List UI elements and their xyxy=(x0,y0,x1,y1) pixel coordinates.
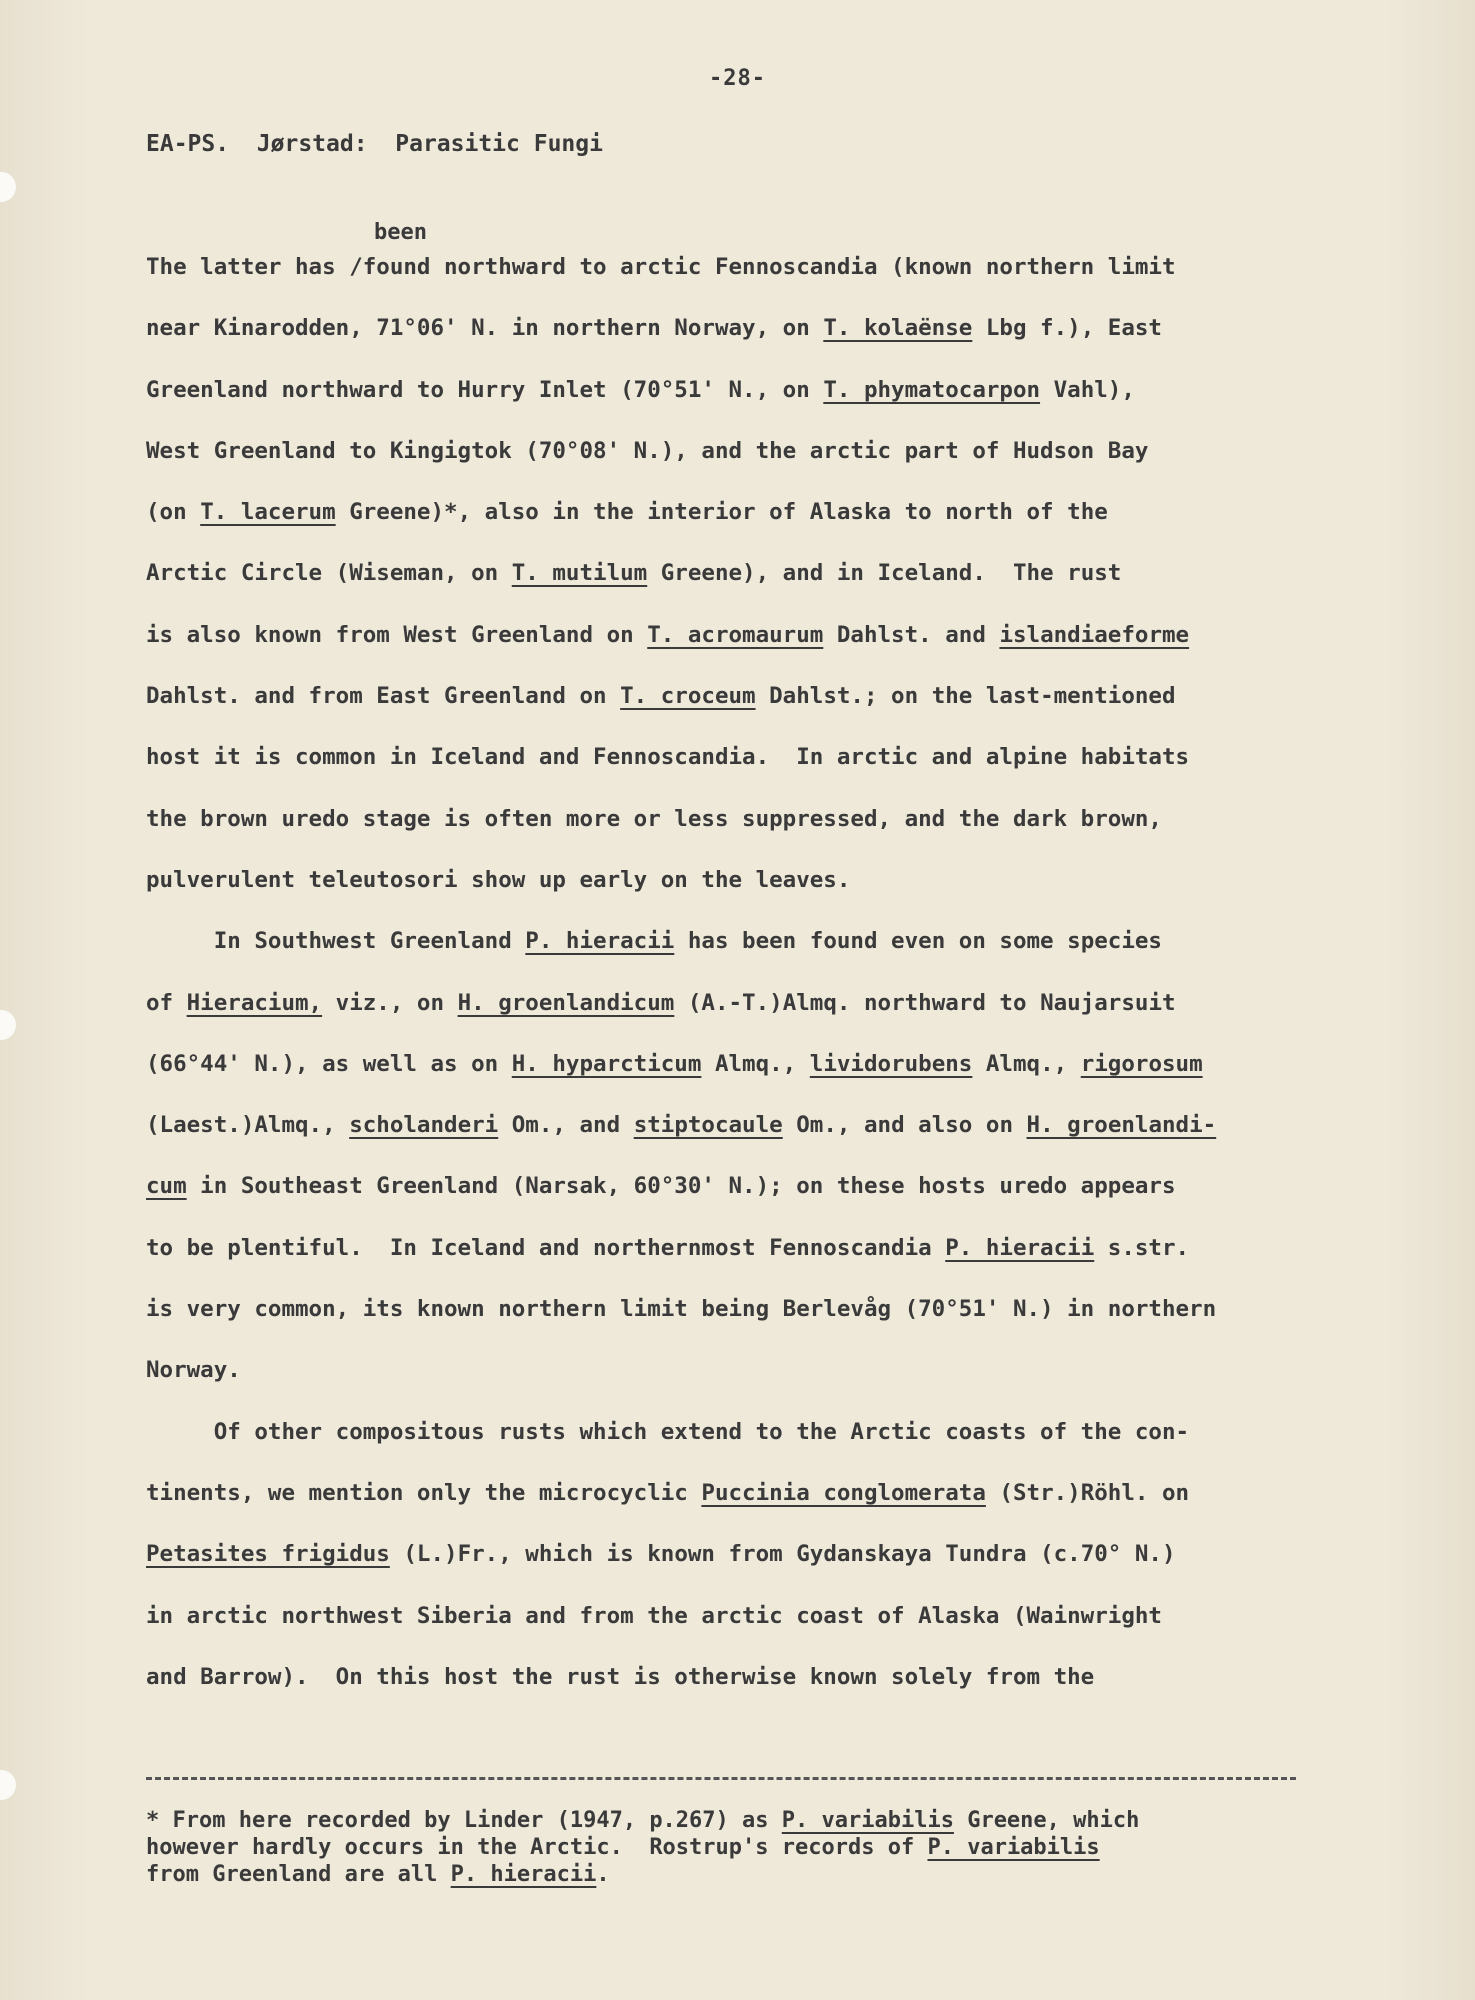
text-run: Greene), and in Iceland. The rust xyxy=(647,560,1122,587)
body-line xyxy=(146,921,1346,982)
underlined-taxon: islandiaeforme xyxy=(999,621,1190,648)
underlined-taxon: stiptocaule xyxy=(633,1112,783,1139)
body-line xyxy=(146,1596,1346,1657)
running-header: EA-PS. Jørstad: Parasitic Fungi xyxy=(146,131,603,157)
text-run: (66°44' N.), as well as on xyxy=(146,1050,512,1077)
underlined-taxon: H. groenlandi- xyxy=(1026,1112,1217,1139)
body-line xyxy=(146,370,1346,431)
text-run: West Greenland to Kingigtok (70°08' N.), and the arctic part of Hudson Bay xyxy=(146,437,1149,464)
body-line xyxy=(146,983,1346,1044)
body-line xyxy=(146,1105,1346,1166)
punch-hole xyxy=(0,1770,16,1800)
text-run: The latter has /found northward to arctic Fennoscandia (known northern limit xyxy=(146,254,1176,280)
body-line xyxy=(146,1289,1346,1350)
underlined-taxon: scholanderi xyxy=(349,1112,499,1139)
body-line xyxy=(146,615,1346,676)
underlined-taxon: P. hieracii xyxy=(945,1234,1095,1261)
text-run: (A.-T.)Almq. northward to Naujarsuit xyxy=(674,989,1176,1016)
underlined-taxon: rigorosum xyxy=(1080,1050,1203,1077)
text-run: Greene)*, also in the interior of Alaska to north of the xyxy=(335,499,1108,526)
text-run: viz., on xyxy=(322,989,458,1016)
body-line xyxy=(146,737,1346,798)
footnote-line xyxy=(146,1834,1346,1861)
text-run: host it is common in Iceland and Fennoscandia. In arctic and alpine habitats xyxy=(146,744,1190,771)
text-run: Norway. xyxy=(146,1357,241,1384)
footnote-line xyxy=(146,1861,1346,1888)
body-line xyxy=(146,1228,1346,1289)
text-run: from Greenland are all xyxy=(146,1862,451,1887)
body-line xyxy=(146,553,1346,614)
body-line xyxy=(146,247,1346,308)
punch-hole xyxy=(0,172,16,202)
body-line xyxy=(146,431,1346,492)
text-run: of xyxy=(146,989,187,1016)
footnote xyxy=(146,1807,1346,1888)
text-run: Almq., xyxy=(972,1050,1081,1077)
text-run: * From here recorded by Linder (1947, p.267) as xyxy=(146,1808,782,1833)
text-run: is also known from West Greenland on xyxy=(146,621,648,648)
body-line xyxy=(146,860,1346,921)
text-run: Arctic Circle (Wiseman, on xyxy=(146,560,512,587)
text-run: in Southeast Greenland (Narsak, 60°30' N.); on these hosts uredo appears xyxy=(186,1173,1176,1200)
body-line xyxy=(146,676,1346,737)
punch-hole xyxy=(0,1010,16,1040)
underlined-taxon: P. variabilis xyxy=(781,1808,954,1833)
text-run: in arctic northwest Siberia and from the arctic coast of Alaska (Wainwright xyxy=(146,1602,1162,1629)
underlined-taxon: cum xyxy=(146,1173,187,1200)
text-run: Almq., xyxy=(701,1050,810,1077)
text-run: (on xyxy=(146,499,201,526)
text-run: near Kinarodden, 71°06' N. in northern Norway, on xyxy=(146,315,824,342)
body-line xyxy=(146,492,1346,553)
body-line xyxy=(146,308,1346,369)
text-run: tinents, we mention only the microcyclic xyxy=(146,1479,702,1506)
text-run: Greene, which xyxy=(953,1808,1140,1833)
text-run: Greenland northward to Hurry Inlet (70°51' N., on xyxy=(146,376,824,403)
underlined-taxon: H. groenlandicum xyxy=(457,989,675,1016)
text-run: Dahlst. and from East Greenland on xyxy=(146,683,621,710)
footnote-line xyxy=(146,1807,1346,1834)
text-run: to be plentiful. In Iceland and northernmost Fennoscandia xyxy=(146,1234,946,1261)
underlined-taxon: lividorubens xyxy=(809,1050,973,1077)
underlined-taxon: H. hyparcticum xyxy=(511,1050,702,1077)
body-line xyxy=(146,1473,1346,1534)
text-run: however hardly occurs in the Arctic. Rostrup's records of xyxy=(146,1835,928,1860)
text-run: (L.)Fr., which is known from Gydanskaya Tundra (c.70° N.) xyxy=(389,1541,1176,1568)
text-run: (Laest.)Almq., xyxy=(146,1112,350,1139)
handwritten-insertion: been xyxy=(374,220,427,245)
body-line xyxy=(146,1350,1346,1411)
underlined-taxon: Petasites frigidus xyxy=(146,1541,390,1568)
text-run: Lbg f.), East xyxy=(972,315,1162,342)
body-line xyxy=(146,1044,1346,1105)
underlined-taxon: T. phymatocarpon xyxy=(823,376,1041,403)
text-run: Vahl), xyxy=(1040,376,1135,403)
text-run: (Str.)Röhl. on xyxy=(985,1479,1190,1506)
text-run: pulverulent teleutosori show up early on the leaves. xyxy=(146,866,851,893)
footnote-divider xyxy=(146,1777,1296,1780)
text-run: has been found even on some species xyxy=(674,928,1162,955)
body-line xyxy=(146,1657,1346,1718)
underlined-taxon: T. mutilum xyxy=(511,560,648,587)
text-run: Dahlst.; on the last-mentioned xyxy=(755,683,1176,710)
underlined-taxon: Hieracium, xyxy=(186,989,323,1016)
text-run: s.str. xyxy=(1094,1234,1190,1261)
text-run: Om., and xyxy=(498,1112,634,1139)
text-run: Om., and also on xyxy=(782,1112,1027,1139)
underlined-taxon: T. acromaurum xyxy=(647,621,824,648)
underlined-taxon: T. lacerum xyxy=(200,499,336,526)
underlined-taxon: T. kolaënse xyxy=(823,315,973,342)
body-text xyxy=(146,247,1346,1718)
text-run: In Southwest Greenland xyxy=(146,928,526,955)
text-run: and Barrow). On this host the rust is otherwise known solely from the xyxy=(146,1663,1095,1690)
underlined-taxon: Puccinia conglomerata xyxy=(701,1479,986,1506)
text-run: the brown uredo stage is often more or less suppressed, and the dark brown, xyxy=(146,805,1162,832)
text-run: Dahlst. and xyxy=(823,621,1000,648)
body-line xyxy=(146,1166,1346,1227)
body-line xyxy=(146,1534,1346,1595)
underlined-taxon: P. hieracii xyxy=(525,928,675,955)
body-line xyxy=(146,799,1346,860)
page-number: -28- xyxy=(709,66,766,91)
text-run: is very common, its known northern limit being Berlevåg (70°51' N.) in northern xyxy=(146,1296,1217,1323)
body-line xyxy=(146,1412,1346,1473)
text-run: . xyxy=(596,1862,610,1887)
underlined-taxon: T. croceum xyxy=(620,683,756,710)
underlined-taxon: P. variabilis xyxy=(927,1835,1100,1860)
underlined-taxon: P. hieracii xyxy=(450,1862,597,1887)
text-run: Of other compositous rusts which extend to the Arctic coasts of the con- xyxy=(146,1418,1190,1445)
